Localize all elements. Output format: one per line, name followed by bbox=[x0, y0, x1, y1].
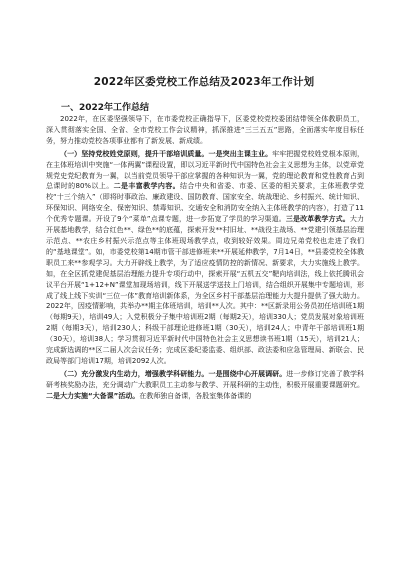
paragraph-sub1 bbox=[46, 149, 364, 367]
sub2-lead: 一是围绕中心开展调研。 bbox=[208, 369, 287, 378]
sub1-text2: 结合中央和省委、市委、区委的相关要求，主体班教学党校“十三个纳入”（即将时事政治、廉政建设、国防教育、国家安全、统战理论、乡村振兴、统计知识、环保知识、网络安全、保密知识、禁毒知识、交通安全和消防安全纳入主体班教学的内容），打造了11个优秀专题课。开设了9个“菜单”点课专题，进一步拓宽了学员的学习渠道。 bbox=[46, 182, 365, 224]
sub2-text: 进一步修订完善了教学科研考核奖励办法，充分调动广大教职员工主动参与教学、开展科研的主动性，积极开展重要课题研究。 bbox=[46, 369, 365, 389]
paragraph-intro: 2022年，在区委坚强领导下，在市委党校正确指导下，区委党校党校委团结带领全体教职员工，深入贯彻落实全国、全省、全市党校工作会议精神，抓深推进“三三五五”思路，全面落实年度目标任务，努力推动党校各项事业都有了新发展、新成绩。 bbox=[46, 115, 364, 145]
sub1-lead3: 三是改革教学方式。 bbox=[285, 215, 350, 224]
sub1-lead2: 二是丰富教学内容。 bbox=[113, 182, 180, 191]
paragraph-sub2 bbox=[46, 369, 364, 402]
sub1-text: 牢牢把握党校姓党根本原则，在主体班培训中突施“一体两翼”课程设置，即以习近平新时代中国特色社会主义思想为主体，以党章党规党史党纪教育为一翼，以当前党员领导干部应掌握的各种知识为一翼，党的理论教育和党性教育占到总课时的80%以上。 bbox=[46, 149, 365, 191]
document-body bbox=[46, 114, 364, 402]
sub2-text2: 在教师独自备课，各股室集体备课的 bbox=[139, 391, 252, 400]
sub1-heading: （一）坚持党校姓党原则，提升干部培训质量。 bbox=[60, 149, 209, 158]
sub1-lead: 一是突出主课主业。 bbox=[208, 149, 273, 158]
sub1-text3: 大力开展基地教学，结合红色**、绿色**的底蕴，探索开发**村旧址、**战役主战场、**党建引领基层治理示范点、**农庄乡村振兴示范点等主体班现场教学点，收到较好效果。周边兄弟党校也走进了我们的“基地课堂”。如，市委党校第14期市管干部进修班来**开展延伸教学，7月14日，**县委党校全体教职员工来**参观学习。大力开辟线上教学，为了适应疫情防控的新情况、新要求，大力实施线上教学。如，在全区抓党建促基层治理能力提升专项行动中，探索开展“五机五交”靶向培训法，线上依托腾讯会议平台开展“1+12+N”课堂加现场培训，线下开展送学送技上门培训，结合组织开展集中专题培训，形成了线上线下实训“三位一体”教育培训新体系，为全区乡村干部基层治理能力大提升提供了强大助力。2022年，因疫情影响，共举办**期主体班培训，培训**人次。其中：**区新录用公务员初任培训班1期（每期9天），培训49人；入党积极分子集中培训班2期（每期2天），培训330人；党员发展对象培训班2期（每期3天），培训230人；科级干部理论进修班1期（30天），培训24人；中青年干部培训班1期（30天），培训38人；学习贯彻习近平新时代中国特色社会主义思想读书班1期（15天），培训21人；完成新选调的**区二届人次会议任务；完成区委纪委监委、组织部、政法委和应急管理局、新联会、民政局等部门培训17期，培训2092人次。 bbox=[46, 215, 365, 365]
sub2-heading: （二）充分激发内生动力，增强教学科研能力。 bbox=[60, 369, 209, 378]
document-title: 2022年区委党校工作总结及2023年工作计划 bbox=[93, 76, 315, 88]
section-heading-summary: 一、2022年工作总结 bbox=[61, 103, 150, 113]
sub2-lead2: 二是大力实施“大备课”活动。 bbox=[46, 391, 140, 400]
